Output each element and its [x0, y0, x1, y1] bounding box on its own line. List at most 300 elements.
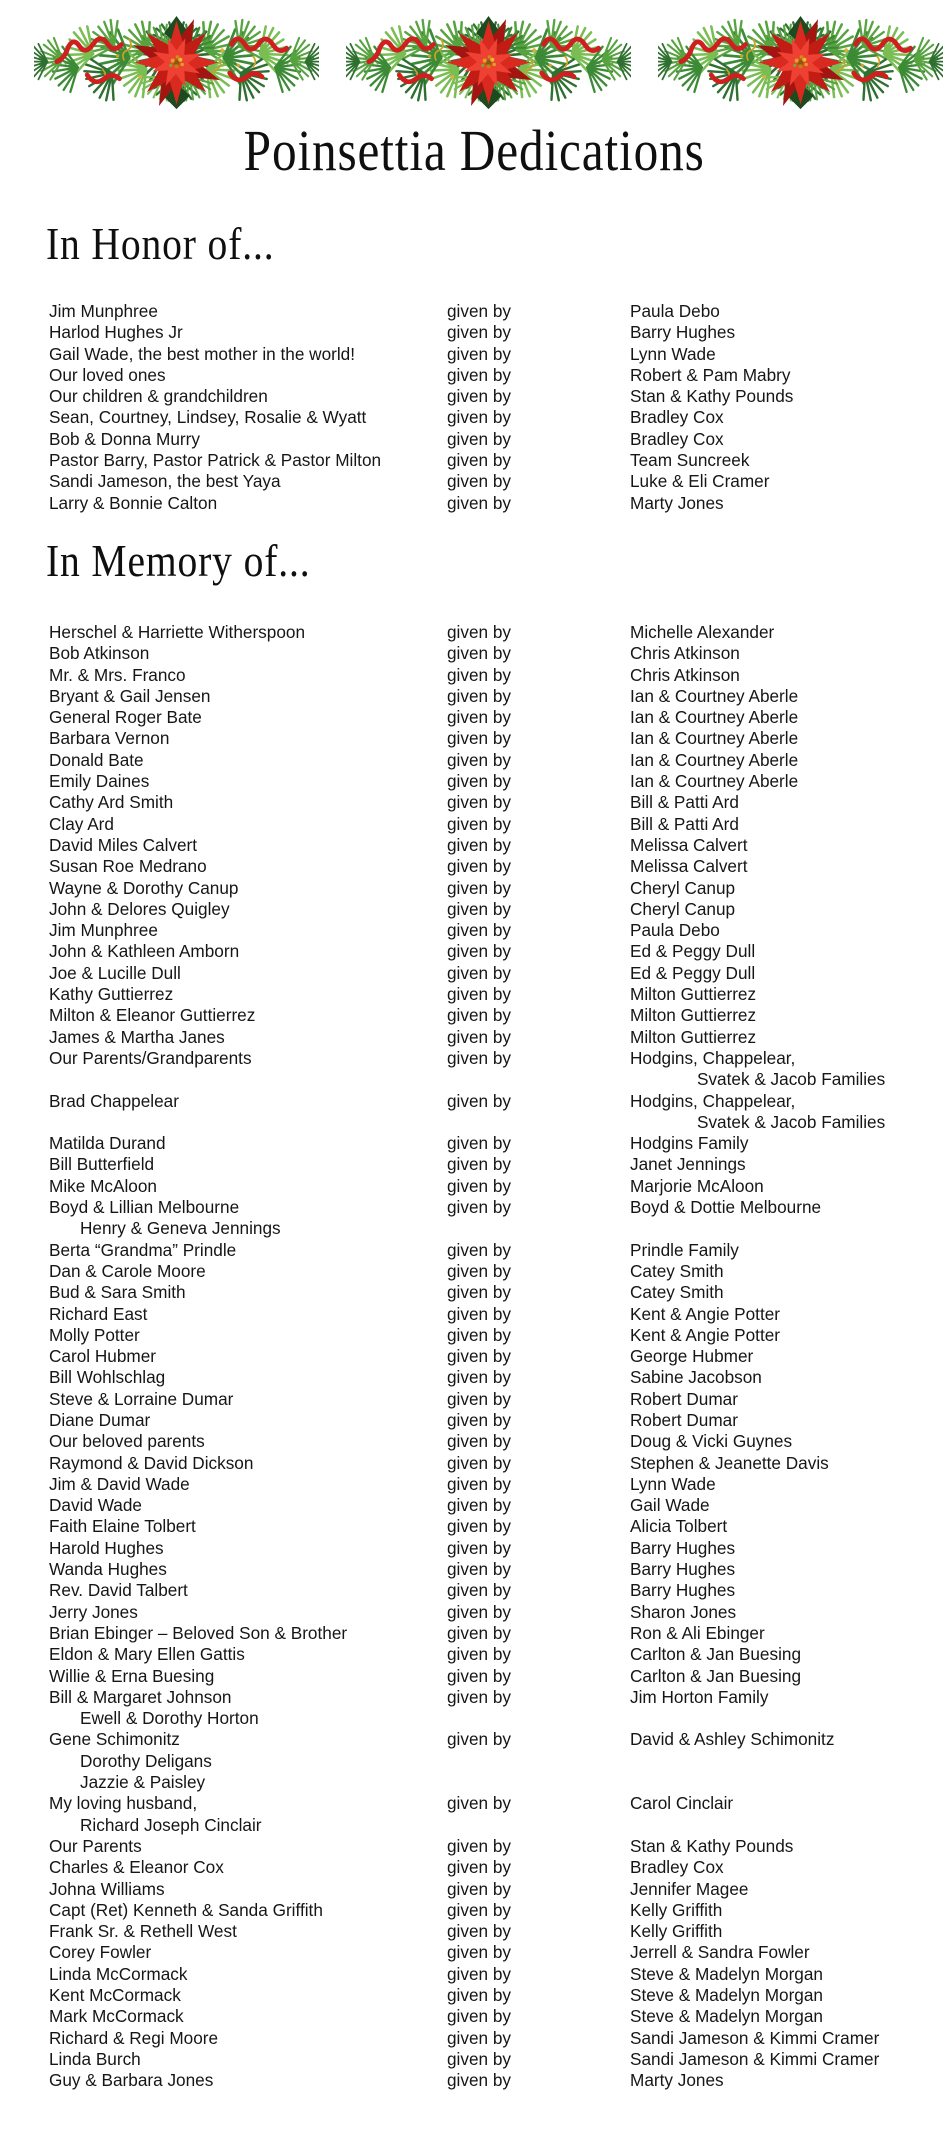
dedication-row: [49, 1921, 948, 1942]
giver-name: Chris Atkinson: [630, 643, 740, 664]
given-by-label: given by: [447, 1601, 512, 1622]
giver-name: [630, 1772, 948, 1793]
given-by-label: given by: [447, 1644, 512, 1665]
dedication-row: [49, 1005, 948, 1026]
honoree-name: Richard East: [49, 1303, 148, 1324]
honoree-name: Jim Munphree: [49, 920, 158, 941]
dedication-row: [49, 1559, 948, 1580]
honoree-name: Jim Munphree: [49, 301, 158, 321]
giver-name: Robert Dumar: [630, 1388, 738, 1409]
dedication-row: [49, 750, 948, 771]
given-by-label: given by: [447, 386, 512, 407]
dedication-row: [49, 814, 948, 835]
giver-name: Jim Horton Family: [630, 1686, 769, 1707]
giver-name: [630, 1815, 948, 1836]
honoree-name: Bill Butterfield: [49, 1154, 155, 1175]
given-by-label: given by: [447, 471, 512, 492]
dedication-row: [49, 1154, 948, 1175]
in-honor-of-list: [49, 301, 948, 514]
giver-name: Bill & Patti Ard: [630, 813, 739, 834]
dedication-row: [49, 1261, 948, 1282]
honoree-name: Milton & Eleanor Guttierrez: [49, 1005, 256, 1026]
dedication-row: [49, 1346, 948, 1367]
giver-name: Ian & Courtney Aberle: [630, 685, 799, 706]
honoree-name: General Roger Bate: [49, 707, 202, 728]
dedication-row: [49, 1985, 948, 2006]
dedication-row: [49, 622, 948, 643]
dedication-row: [49, 665, 948, 686]
given-by-label: [447, 1772, 630, 1793]
given-by-label: given by: [447, 343, 512, 364]
giver-name: Boyd & Dottie Melbourne: [630, 1197, 822, 1218]
honoree-name: Corey Fowler: [49, 1942, 152, 1963]
honoree-name: Willie & Erna Buesing: [49, 1665, 215, 1686]
given-by-label: given by: [447, 1388, 512, 1409]
dedication-row: [49, 2028, 948, 2049]
given-by-label: given by: [447, 1921, 512, 1942]
honoree-name: Dorothy Deligans: [80, 1750, 212, 1771]
dedication-row: [49, 1304, 948, 1325]
honoree-name: Richard Joseph Cinclair: [80, 1814, 262, 1835]
poinsettia-garland-icon: [658, 14, 943, 113]
giver-name: Hodgins, Chappelear,: [630, 1090, 796, 1111]
given-by-label: given by: [447, 1878, 512, 1899]
giver-name: Bill & Patti Ard: [630, 792, 739, 813]
dedication-row: [49, 856, 948, 877]
honoree-name: Henry & Geneva Jennings: [80, 1218, 281, 1239]
honoree-name: Wanda Hughes: [49, 1559, 167, 1580]
given-by-label: given by: [447, 1537, 512, 1558]
giver-name: Sandi Jameson & Kimmi Cramer: [630, 2027, 880, 2048]
honoree-name: [49, 1069, 447, 1090]
given-by-label: given by: [447, 1835, 512, 1856]
giver-name: Robert Dumar: [630, 1409, 738, 1430]
page-title: [0, 118, 948, 183]
dedication-row: [49, 1282, 948, 1303]
honoree-name: Our loved ones: [49, 364, 166, 385]
dedication-row: [49, 407, 948, 428]
honoree-name: Donald Bate: [49, 749, 144, 770]
honoree-name: Eldon & Mary Ellen Gattis: [49, 1644, 245, 1665]
giver-name: Gail Wade: [630, 1495, 710, 1516]
given-by-label: given by: [447, 728, 512, 749]
given-by-label: [447, 1815, 630, 1836]
giver-name: Barry Hughes: [630, 322, 736, 343]
given-by-label: given by: [447, 920, 512, 941]
dedication-row: [49, 1623, 948, 1644]
honoree-name: Dan & Carole Moore: [49, 1260, 206, 1281]
dedication-row: [49, 686, 948, 707]
dedication-row: [49, 1644, 948, 1665]
dedication-row: [49, 1729, 948, 1750]
dedication-row: [49, 1410, 948, 1431]
honoree-name: Mark McCormack: [49, 2006, 184, 2027]
dedication-row: [49, 1666, 948, 1687]
giver-name: Ian & Courtney Aberle: [630, 728, 799, 749]
given-by-label: given by: [447, 2027, 512, 2048]
honoree-name: Bob Atkinson: [49, 643, 150, 664]
dedication-row: [49, 1197, 948, 1218]
honoree-name: Emily Daines: [49, 771, 150, 792]
giver-name: Barry Hughes: [630, 1559, 736, 1580]
giver-name: Sharon Jones: [630, 1601, 737, 1622]
giver-name: Svatek & Jacob Families: [697, 1111, 886, 1132]
section-heading-in-memory-of: In Memory of...: [46, 535, 311, 586]
honoree-name: Joe & Lucille Dull: [49, 962, 181, 983]
giver-name: Team Suncreek: [630, 450, 750, 471]
giver-name: Milton Guttierrez: [630, 1005, 757, 1026]
giver-name: Bradley Cox: [630, 1857, 724, 1878]
given-by-label: [447, 1069, 630, 1090]
dedication-row: [49, 1793, 948, 1814]
giver-name: Stan & Kathy Pounds: [630, 386, 794, 407]
giver-name: Ed & Peggy Dull: [630, 962, 756, 983]
given-by-label: given by: [447, 1942, 512, 1963]
given-by-label: given by: [447, 1260, 512, 1281]
honoree-name: Jim & David Wade: [49, 1473, 190, 1494]
giver-name: Michelle Alexander: [630, 622, 775, 642]
giver-name: Ian & Courtney Aberle: [630, 707, 799, 728]
giver-name: Melissa Calvert: [630, 834, 748, 855]
giver-name: Alicia Tolbert: [630, 1516, 728, 1537]
honoree-name: Pastor Barry, Pastor Patrick & Pastor Milton: [49, 450, 382, 471]
given-by-label: given by: [447, 1197, 512, 1218]
honoree-name: Bob & Donna Murry: [49, 428, 200, 449]
given-by-label: given by: [447, 834, 512, 855]
dedication-row: [49, 963, 948, 984]
given-by-label: given by: [447, 1452, 512, 1473]
honoree-name: Bill Wohlschlag: [49, 1367, 166, 1388]
dedication-row: [49, 1687, 948, 1708]
giver-name: Kent & Angie Potter: [630, 1324, 781, 1345]
garland-banner: [34, 14, 943, 113]
honoree-name: Our Parents: [49, 1835, 142, 1856]
giver-name: David & Ashley Schimonitz: [630, 1729, 835, 1750]
giver-name: Cheryl Canup: [630, 898, 736, 919]
giver-name: Milton Guttierrez: [630, 1026, 757, 1047]
dedication-row: [49, 1879, 948, 1900]
honoree-name: Larry & Bonnie Calton: [49, 492, 218, 513]
giver-name: Steve & Madelyn Morgan: [630, 1985, 823, 2005]
dedication-row: [49, 1964, 948, 1985]
honoree-name: Molly Potter: [49, 1324, 140, 1345]
dedication-row: [49, 1027, 948, 1048]
giver-name: Bradley Cox: [630, 407, 724, 428]
given-by-label: given by: [447, 1729, 512, 1750]
dedication-row: [49, 1091, 948, 1112]
honoree-name: David Wade: [49, 1495, 142, 1516]
dedication-row: [49, 707, 948, 728]
given-by-label: given by: [447, 450, 512, 471]
dedication-row: [49, 2070, 948, 2091]
given-by-label: given by: [447, 643, 512, 664]
giver-name: Doug & Vicki Guynes: [630, 1431, 793, 1452]
dedication-row: [49, 1900, 948, 1921]
giver-name: Ed & Peggy Dull: [630, 941, 756, 962]
given-by-label: given by: [447, 1516, 512, 1537]
dedication-row: [49, 493, 948, 514]
giver-name: Prindle Family: [630, 1239, 739, 1260]
dedication-row: [49, 1389, 948, 1410]
given-by-label: given by: [447, 685, 512, 706]
honoree-name: Our beloved parents: [49, 1431, 205, 1452]
giver-name: Milton Guttierrez: [630, 984, 757, 1005]
dedication-row: [49, 1495, 948, 1516]
page-title-text: Poinsettia Dedications: [243, 118, 705, 183]
honoree-name: Gene Schimonitz: [49, 1729, 180, 1750]
honoree-name: James & Martha Janes: [49, 1026, 225, 1047]
dedication-row: [49, 301, 948, 322]
giver-name: Stephen & Jeanette Davis: [630, 1452, 829, 1473]
dedication-row: [49, 1453, 948, 1474]
dedication-row: [49, 1240, 948, 1261]
given-by-label: given by: [447, 301, 512, 321]
given-by-label: given by: [447, 1239, 512, 1260]
given-by-label: given by: [447, 1005, 512, 1026]
honoree-name: Charles & Eleanor Cox: [49, 1857, 224, 1878]
honoree-name: Faith Elaine Tolbert: [49, 1516, 196, 1537]
given-by-label: given by: [447, 1473, 512, 1494]
honoree-name: Matilda Durand: [49, 1133, 166, 1154]
dedication-row: [49, 344, 948, 365]
given-by-label: given by: [447, 407, 512, 428]
given-by-label: given by: [447, 1495, 512, 1516]
given-by-label: given by: [447, 962, 512, 983]
dedication-row: [49, 835, 948, 856]
dedication-row: [49, 920, 948, 941]
giver-name: Ian & Courtney Aberle: [630, 749, 799, 770]
giver-name: Svatek & Jacob Families: [697, 1069, 886, 1090]
given-by-label: given by: [447, 1622, 512, 1643]
given-by-label: given by: [447, 2048, 512, 2069]
given-by-label: given by: [447, 2006, 512, 2027]
given-by-label: given by: [447, 622, 512, 642]
giver-name: [630, 1751, 948, 1772]
in-memory-of-list: [49, 622, 948, 2091]
giver-name: Hodgins, Chappelear,: [630, 1047, 796, 1068]
honoree-name: Carol Hubmer: [49, 1346, 156, 1367]
dedication-row: [49, 1112, 948, 1133]
given-by-label: given by: [447, 1282, 512, 1303]
dedication-row: [49, 1942, 948, 1963]
given-by-label: given by: [447, 2070, 512, 2091]
giver-name: Stan & Kathy Pounds: [630, 1835, 794, 1856]
dedication-row: [49, 1516, 948, 1537]
giver-name: Jennifer Magee: [630, 1878, 749, 1899]
dedication-row: [49, 386, 948, 407]
giver-name: Ian & Courtney Aberle: [630, 771, 799, 792]
giver-name: Steve & Madelyn Morgan: [630, 1963, 823, 1984]
given-by-label: [447, 1751, 630, 1772]
dedication-row: [49, 878, 948, 899]
dedication-row: [49, 941, 948, 962]
given-by-label: given by: [447, 1047, 512, 1068]
honoree-name: Bryant & Gail Jensen: [49, 685, 211, 706]
dedication-row: [49, 1708, 948, 1729]
honoree-name: Boyd & Lillian Melbourne: [49, 1197, 240, 1218]
honoree-name: John & Delores Quigley: [49, 898, 230, 919]
given-by-label: given by: [447, 1346, 512, 1367]
honoree-name: Linda McCormack: [49, 1963, 188, 1984]
honoree-name: Susan Roe Medrano: [49, 856, 207, 877]
given-by-label: given by: [447, 1026, 512, 1047]
honoree-name: Barbara Vernon: [49, 728, 170, 749]
given-by-label: given by: [447, 1409, 512, 1430]
giver-name: Lynn Wade: [630, 1473, 716, 1494]
giver-name: Jerrell & Sandra Fowler: [630, 1942, 810, 1963]
given-by-label: given by: [447, 1090, 512, 1111]
honoree-name: Berta “Grandma” Prindle: [49, 1239, 237, 1260]
dedication-row: [49, 1772, 948, 1793]
giver-name: Kent & Angie Potter: [630, 1303, 781, 1324]
honoree-name: Linda Burch: [49, 2048, 141, 2069]
given-by-label: given by: [447, 1303, 512, 1324]
honoree-name: Rev. David Talbert: [49, 1580, 188, 1601]
given-by-label: given by: [447, 1857, 512, 1878]
given-by-label: given by: [447, 1580, 512, 1601]
honoree-name: Sandi Jameson, the best Yaya: [49, 471, 281, 492]
given-by-label: given by: [447, 1559, 512, 1580]
dedication-row: [49, 1069, 948, 1090]
dedication-row: [49, 643, 948, 664]
honoree-name: Cathy Ard Smith: [49, 792, 174, 813]
given-by-label: given by: [447, 1431, 512, 1452]
given-by-label: given by: [447, 1985, 512, 2005]
giver-name: Bradley Cox: [630, 428, 724, 449]
dedication-row: [49, 429, 948, 450]
giver-name: [630, 1708, 948, 1729]
giver-name: Robert & Pam Mabry: [630, 364, 791, 385]
given-by-label: given by: [447, 877, 512, 898]
dedication-row: [49, 1538, 948, 1559]
honoree-name: My loving husband,: [49, 1793, 198, 1814]
giver-name: Catey Smith: [630, 1282, 724, 1303]
honoree-name: Kent McCormack: [49, 1985, 181, 2005]
giver-name: Carlton & Jan Buesing: [630, 1644, 802, 1665]
poinsettia-garland-icon: [34, 14, 319, 113]
honoree-name: Clay Ard: [49, 813, 114, 834]
honoree-name: Mike McAloon: [49, 1175, 157, 1196]
given-by-label: given by: [447, 1175, 512, 1196]
honoree-name: Kathy Guttierrez: [49, 984, 174, 1005]
giver-name: Janet Jennings: [630, 1154, 746, 1175]
honoree-name: [49, 1112, 447, 1133]
giver-name: Marty Jones: [630, 492, 724, 513]
giver-name: Melissa Calvert: [630, 856, 748, 877]
dedication-row: [49, 322, 948, 343]
dedication-row: [49, 1580, 948, 1601]
honoree-name: Harlod Hughes Jr: [49, 322, 183, 343]
given-by-label: given by: [447, 1686, 512, 1707]
given-by-label: given by: [447, 428, 512, 449]
dedication-row: [49, 1218, 948, 1239]
honoree-name: Our Parents/Grandparents: [49, 1047, 252, 1068]
honoree-name: Mr. & Mrs. Franco: [49, 664, 186, 685]
honoree-name: Bill & Margaret Johnson: [49, 1686, 232, 1707]
giver-name: Paula Debo: [630, 920, 720, 941]
honoree-name: Bud & Sara Smith: [49, 1282, 186, 1303]
given-by-label: given by: [447, 984, 512, 1005]
honoree-name: Harold Hughes: [49, 1537, 164, 1558]
honoree-name: Raymond & David Dickson: [49, 1452, 254, 1473]
giver-name: [630, 1218, 948, 1239]
given-by-label: given by: [447, 856, 512, 877]
given-by-label: given by: [447, 492, 512, 513]
honoree-name: Brad Chappelear: [49, 1090, 179, 1111]
dedication-row: [49, 1751, 948, 1772]
poinsettia-garland-icon: [346, 14, 631, 113]
dedication-row: [49, 899, 948, 920]
honoree-name: Sean, Courtney, Lindsey, Rosalie & Wyatt: [49, 407, 367, 428]
honoree-name: Our children & grandchildren: [49, 386, 268, 407]
honoree-name: Jazzie & Paisley: [80, 1772, 206, 1793]
honoree-name: Steve & Lorraine Dumar: [49, 1388, 234, 1409]
given-by-label: given by: [447, 1154, 512, 1175]
dedication-row: [49, 771, 948, 792]
given-by-label: given by: [447, 792, 512, 813]
given-by-label: [447, 1112, 630, 1133]
dedication-row: [49, 471, 948, 492]
giver-name: Hodgins Family: [630, 1133, 749, 1154]
honoree-name: Diane Dumar: [49, 1409, 151, 1430]
given-by-label: [447, 1218, 630, 1239]
given-by-label: given by: [447, 1324, 512, 1345]
dedication-row: [49, 1836, 948, 1857]
dedication-row: [49, 1367, 948, 1388]
given-by-label: given by: [447, 1367, 512, 1388]
dedication-row: [49, 1325, 948, 1346]
honoree-name: Herschel & Harriette Witherspoon: [49, 622, 305, 642]
given-by-label: given by: [447, 1133, 512, 1154]
given-by-label: given by: [447, 322, 512, 343]
given-by-label: given by: [447, 364, 512, 385]
given-by-label: given by: [447, 1899, 512, 1920]
giver-name: Chris Atkinson: [630, 664, 740, 685]
given-by-label: given by: [447, 707, 512, 728]
honoree-name: Frank Sr. & Rethell West: [49, 1921, 237, 1942]
dedication-row: [49, 1431, 948, 1452]
giver-name: Marty Jones: [630, 2070, 724, 2091]
dedication-row: [49, 1602, 948, 1623]
giver-name: Lynn Wade: [630, 343, 716, 364]
giver-name: Kelly Griffith: [630, 1899, 723, 1920]
dedication-row: [49, 1857, 948, 1878]
given-by-label: [447, 1708, 630, 1729]
giver-name: Kelly Griffith: [630, 1921, 723, 1942]
honoree-name: Capt (Ret) Kenneth & Sanda Griffith: [49, 1899, 323, 1920]
giver-name: Barry Hughes: [630, 1537, 736, 1558]
giver-name: Paula Debo: [630, 301, 720, 321]
dedication-row: [49, 2006, 948, 2027]
given-by-label: given by: [447, 1665, 512, 1686]
giver-name: Luke & Eli Cramer: [630, 471, 770, 492]
giver-name: Carol Cinclair: [630, 1793, 734, 1814]
honoree-name: Gail Wade, the best mother in the world!: [49, 343, 356, 364]
giver-name: Barry Hughes: [630, 1580, 736, 1601]
dedication-row: [49, 984, 948, 1005]
dedication-row: [49, 1176, 948, 1197]
giver-name: Sandi Jameson & Kimmi Cramer: [630, 2048, 880, 2069]
giver-name: Steve & Madelyn Morgan: [630, 2006, 823, 2027]
section-heading-in-honor-of: In Honor of...: [46, 218, 275, 269]
given-by-label: given by: [447, 898, 512, 919]
giver-name: George Hubmer: [630, 1346, 754, 1367]
given-by-label: given by: [447, 771, 512, 792]
giver-name: Sabine Jacobson: [630, 1367, 762, 1388]
given-by-label: given by: [447, 1793, 512, 1814]
giver-name: Carlton & Jan Buesing: [630, 1665, 802, 1686]
dedication-row: [49, 1048, 948, 1069]
